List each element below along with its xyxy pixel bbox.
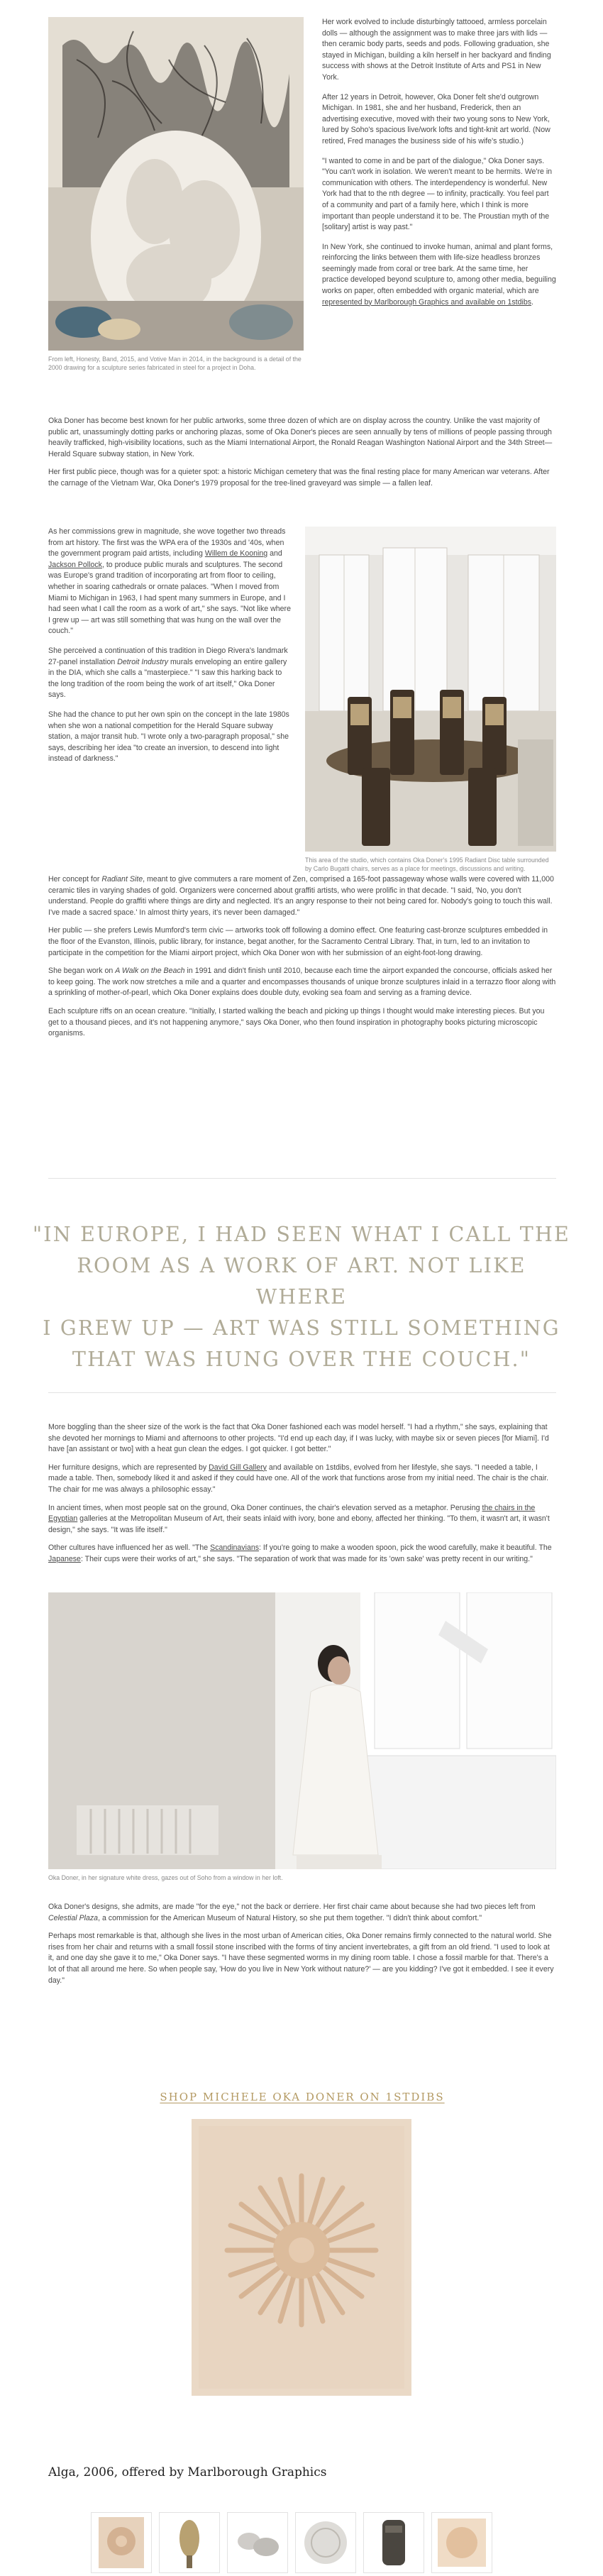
- full-width-block-1: [48, 416, 556, 490]
- text: Oka Doner's designs, she admits, are made "for the eye," not the back or derriere. Her first chair came about because she had two pieces left from: [48, 1903, 536, 1911]
- paragraph: After 12 years in Detroit, however, Oka Doner felt she'd outgrown Michigan. In 1981, she and her husband, Frederick, then an advertising executive, moved with their two young sons to New York, lured by Soho's spacious live/work lofts and tight-knit art world. (Now retired, Fred manages the business side of his wife's studio.): [322, 92, 551, 145]
- paragraph: "I wanted to come in and be part of the dialogue," Oka Doner says. "You can't work in isolation. We weren't meant to be hermits. We're in communication with others. The interdependency is wonderful. New York had that to the nth degree — to infinity, practically. You feel part of a community and part of a family here, which I think is more important than people understand it to be. The Proustian myth of the [solitary] artist is way past.": [322, 156, 553, 232]
- paragraph: Each sculpture riffs on an ocean creature. "Initially, I started walking the beach and picking up things I thought would make interesting pieces. But you get to a thousand pieces, and it's not happening anymore," says Oka Doner, who then found inspiration in photography books picturing microscopic organisms.: [48, 1006, 545, 1038]
- paragraph: [48, 966, 556, 999]
- de-kooning-link[interactable]: Willem de Kooning: [204, 549, 268, 558]
- text: As her commissions grew in magnitude, she wove together two threads from art history. The first was the WPA era of the 1930s and '40s, when the government program paid artists, including: [48, 527, 286, 558]
- dining-photo: [305, 527, 556, 852]
- window-photo-art: [48, 1592, 556, 1869]
- text: Detroit Industry: [117, 657, 169, 666]
- text: In ancient times, when most people sat on the ground, Oka Doner continues, the chair's elevation served as a metaphor. Perusing: [48, 1503, 482, 1512]
- text: .: [531, 297, 533, 307]
- product-title[interactable]: Alga, 2006, offered by Marlborough Graphics: [48, 2465, 327, 2479]
- paragraph: More boggling than the sheer size of the work is the fact that Oka Doner fashioned each was model herself. "I had a rhythm," she says, explaining that she devoted her mornings to Miami and afternoons to other projects. "I'd end up each day, if I was lucky, with maybe six or seven pieces [for Miami]. I'd have [an assistant or two] with a heat gun clean the edges. I got quicker. I got better.": [48, 1423, 549, 1454]
- paragraph: [48, 1902, 556, 1924]
- text: , a commission for the American Museum of Natural History, so she put them together. "I didn't think about comfort.": [98, 1913, 482, 1922]
- window-photo-caption: Oka Doner, in her signature white dress, gazes out of Soho from a window in her loft.: [48, 1874, 283, 1881]
- quote-line: I GREW UP — ART WAS STILL SOMETHING: [43, 1316, 560, 1340]
- thumb-art: [364, 2513, 424, 2572]
- paragraph: [48, 1463, 556, 1496]
- thumbnail[interactable]: [363, 2512, 424, 2573]
- thumbnail[interactable]: [159, 2512, 220, 2573]
- japanese-link[interactable]: Japanese: [48, 1554, 81, 1563]
- paragraph: [48, 646, 292, 701]
- text: Celestial Plaza: [48, 1913, 99, 1922]
- studio-photo: [48, 17, 304, 351]
- david-gill-link[interactable]: David Gill Gallery: [209, 1463, 267, 1472]
- text: galleries at the Metropolitan Museum of Art, their seats inlaid with ivory, bone and ebony, affected her thinking. "To them, it wasn't art, it wasn't design," she says. "It was life itself.": [48, 1514, 550, 1534]
- text: : Their cups were their works of art," she says. "The separation of work that was made for its 'own sake' was pretty recent in our writing.": [80, 1554, 533, 1563]
- alga-artwork: [192, 2119, 411, 2396]
- text: , to produce public murals and sculptures. The second was Europe's grand tradition of incorporating art from floor to ceiling, whether in soaring cathedrals or ornate palaces. "When I moved from Miami to Michigan in 1963, I had spent many summers in Europe, and I had seen what I call the room as a work of art," she says. "Not like where I grew up — art was still something that was hung on the wall over the couch.": [48, 560, 291, 636]
- thumbnail[interactable]: [227, 2512, 288, 2573]
- paragraph: Oka Doner has become best known for her public artworks, some three dozen of which are on display across the country. Unlike the vast majority of public art, unassumingly dotting parks or anchoring plazas, some of Oka Doner's pieces are seen annually by tens of millions of people passing through heavily trafficked, high-visibility locations, such as the Miami International Airport, the Ronald Reagan Washington National Airport and the 34th Street—Herald Square subway station, in New York.: [48, 417, 553, 458]
- full-width-block-4: [48, 1902, 556, 1986]
- text: : If you're going to make a wooden spoon, pick the wood carefully, make it beautiful. The: [259, 1543, 552, 1553]
- marlborough-link[interactable]: represented by Marlborough Graphics and available on 1stdibs: [322, 297, 532, 307]
- text: A Walk on the Beach: [115, 967, 185, 976]
- paragraph: She had the chance to put her own spin on the concept in the late 1980s when she won a national competition for the Herald Square subway station, a major transit hub. "I wrote only a two-paragraph proposal," she says, describing her idea "to create an inversion, to descend into light instead of darkness.": [48, 710, 289, 764]
- full-width-block-2: [48, 874, 556, 1040]
- thumb-art: [296, 2513, 355, 2572]
- right-column-1: [322, 17, 556, 308]
- thumb-art: [92, 2513, 151, 2572]
- thumb-art: [432, 2513, 492, 2572]
- text: in 1991 and didn't finish until 2010, because each time the airport expanded the concourse, officials asked her to keep going. The work now stretches a mile and a quarter and encompasses thousands of unique bronze sculptures inlaid in a terrazzo floor along with a sprinkling of mother-of-pearl, which Oka Doner explains does double duty, evoking sea foam and serving as a framing device.: [48, 967, 556, 998]
- studio-photo-art: [48, 17, 304, 351]
- quote-line: THAT WAS HUNG OVER THE COUCH.": [72, 1348, 531, 1371]
- pull-quote: [28, 1219, 575, 1375]
- text: , meant to give commuters a rare moment of Zen, comprised a 165-foot passageway whose walls were covered with 11,000 ceramic tiles in varying shades of gold. Organizers were concerned about graffiti artists, who were prolific in that decade. "I said, 'No, you don't understand. People do graffiti where things are dirty and neglected. It's an angry response to their not being cared for. Nobody's going to touch this wall. I've made a sacred space.' In almost thirty years, it's never been damaged.": [48, 875, 554, 917]
- text: and available on 1stdibs, evolved from her lifestyle, she says. "I needed a table, I made a table. Then, somebody liked it and asked if they could have one. All of the work that functions arose from my initial need. The chair is the chair. The chair for me was always a philosophic essay.": [48, 1463, 549, 1494]
- text: and: [267, 549, 282, 558]
- product-image[interactable]: [192, 2119, 411, 2396]
- text: Radiant Site: [101, 875, 143, 884]
- text: Other cultures have influenced her as well. "The: [48, 1543, 211, 1553]
- paragraph: [322, 242, 556, 309]
- dining-photo-caption: This area of the studio, which contains Oka Doner's 1995 Radiant Disc table surrounded by Carlo Bugatti chairs, serves as a place for meetings, discussions and writing.: [305, 857, 549, 872]
- paragraph: [48, 1503, 556, 1536]
- paragraph: Her public — she prefers Lewis Mumford's term civic — artworks took off following a domino effect. One featuring cast-bronze sculptures embedded in the floor of the Evanston, Illinois, public library, for instance, begat another, for the Sacramento Central Library. That, in turn, led to an invitation to participate in the competition for the Miami airport project, which Oka Doner won with her submission of an eight-foot-long drawing.: [48, 926, 548, 957]
- quote-divider-top: [48, 1178, 556, 1179]
- text: murals enveloping an entire gallery in the DIA, which she calls a "masterpiece." "I saw this harking back to the long tradition of the room being the work of art itself," Oka Doner says.: [48, 657, 287, 700]
- paragraph: Her work evolved to include disturbingly tattooed, armless porcelain dolls — although the assignment was to make three jars with lids — then ceramic body parts, seeds and pods. Following graduation, she stayed in Michigan, building a kiln herself in her backyard and finding success with shows at the Detroit Institute of Arts and PS1 in New York.: [322, 18, 551, 82]
- paragraph: Her first public piece, though was for a quieter spot: a historic Michigan cemetery that was the final resting place for many American war veterans. After the carnage of the Vietnam War, Oka Doner's 1979 proposal for the tree-lined graveyard was simple — a fallen leaf.: [48, 468, 550, 488]
- text: She began work on: [48, 967, 116, 976]
- thumbnail[interactable]: [91, 2512, 152, 2573]
- studio-photo-caption: From left, Honesty, Band, 2015, and Votive Man in 2014, in the background is a detail of the 2000 drawing for a sculpture series fabricated in steel for a project in Doha.: [48, 356, 302, 371]
- thumb-art: [228, 2513, 287, 2572]
- dining-photo-art: [305, 527, 556, 852]
- paragraph: [48, 1543, 556, 1565]
- text: Her concept for: [48, 875, 102, 884]
- thumb-art: [160, 2513, 219, 2572]
- thumbnail[interactable]: [295, 2512, 356, 2573]
- pollock-link[interactable]: Jackson Pollock: [48, 560, 102, 569]
- paragraph: [48, 527, 292, 637]
- full-width-block-3: [48, 1422, 556, 1565]
- paragraph: Perhaps most remarkable is that, although she lives in the most urban of American cities, Oka Doner remains firmly connected to the natural world. She rises from her chair and returns with a small fossil stone inscribed with the forms of tiny ancient invertebrates, a gift from an old friend. "I used to look at it, and one day she gave it to me," Oka Doner says. "I have these segmented worms in my dining room table. I chose a fossil marble for that. There's a lot of that all around me here. So when people say, 'How do you live in New York without nature?' — are you kidding? I've got it embedded. I see it every day.": [48, 1932, 554, 1985]
- shop-link[interactable]: SHOP MICHELE OKA DONER ON 1STDIBS: [160, 2091, 445, 2103]
- text: Her furniture designs, which are represented by: [48, 1463, 209, 1472]
- left-column: [48, 527, 292, 765]
- quote-line: "IN EUROPE, I HAD SEEN WHAT I CALL THE: [32, 1223, 571, 1246]
- thumbnail[interactable]: [431, 2512, 492, 2573]
- paragraph: [48, 874, 556, 918]
- scandinavians-link[interactable]: Scandinavians: [210, 1543, 260, 1553]
- quote-divider-bottom: [48, 1392, 556, 1393]
- egyptian-chairs-link[interactable]: the chairs in the Egyptian: [48, 1503, 536, 1524]
- text: In New York, she continued to invoke human, animal and plant forms, reinforcing the links between them with life-size headless bronzes seemingly made from coral or tree bark. At the same time, her practice developed beyond sculpture to, among other media, beguiling works on paper, often embedded with organic material, which are: [322, 242, 556, 296]
- text: She perceived a continuation of this tradition in Diego Rivera's landmark 27-panel installation: [48, 646, 288, 666]
- quote-line: ROOM AS A WORK OF ART. NOT LIKE WHERE: [77, 1254, 526, 1309]
- window-photo: [48, 1592, 556, 1869]
